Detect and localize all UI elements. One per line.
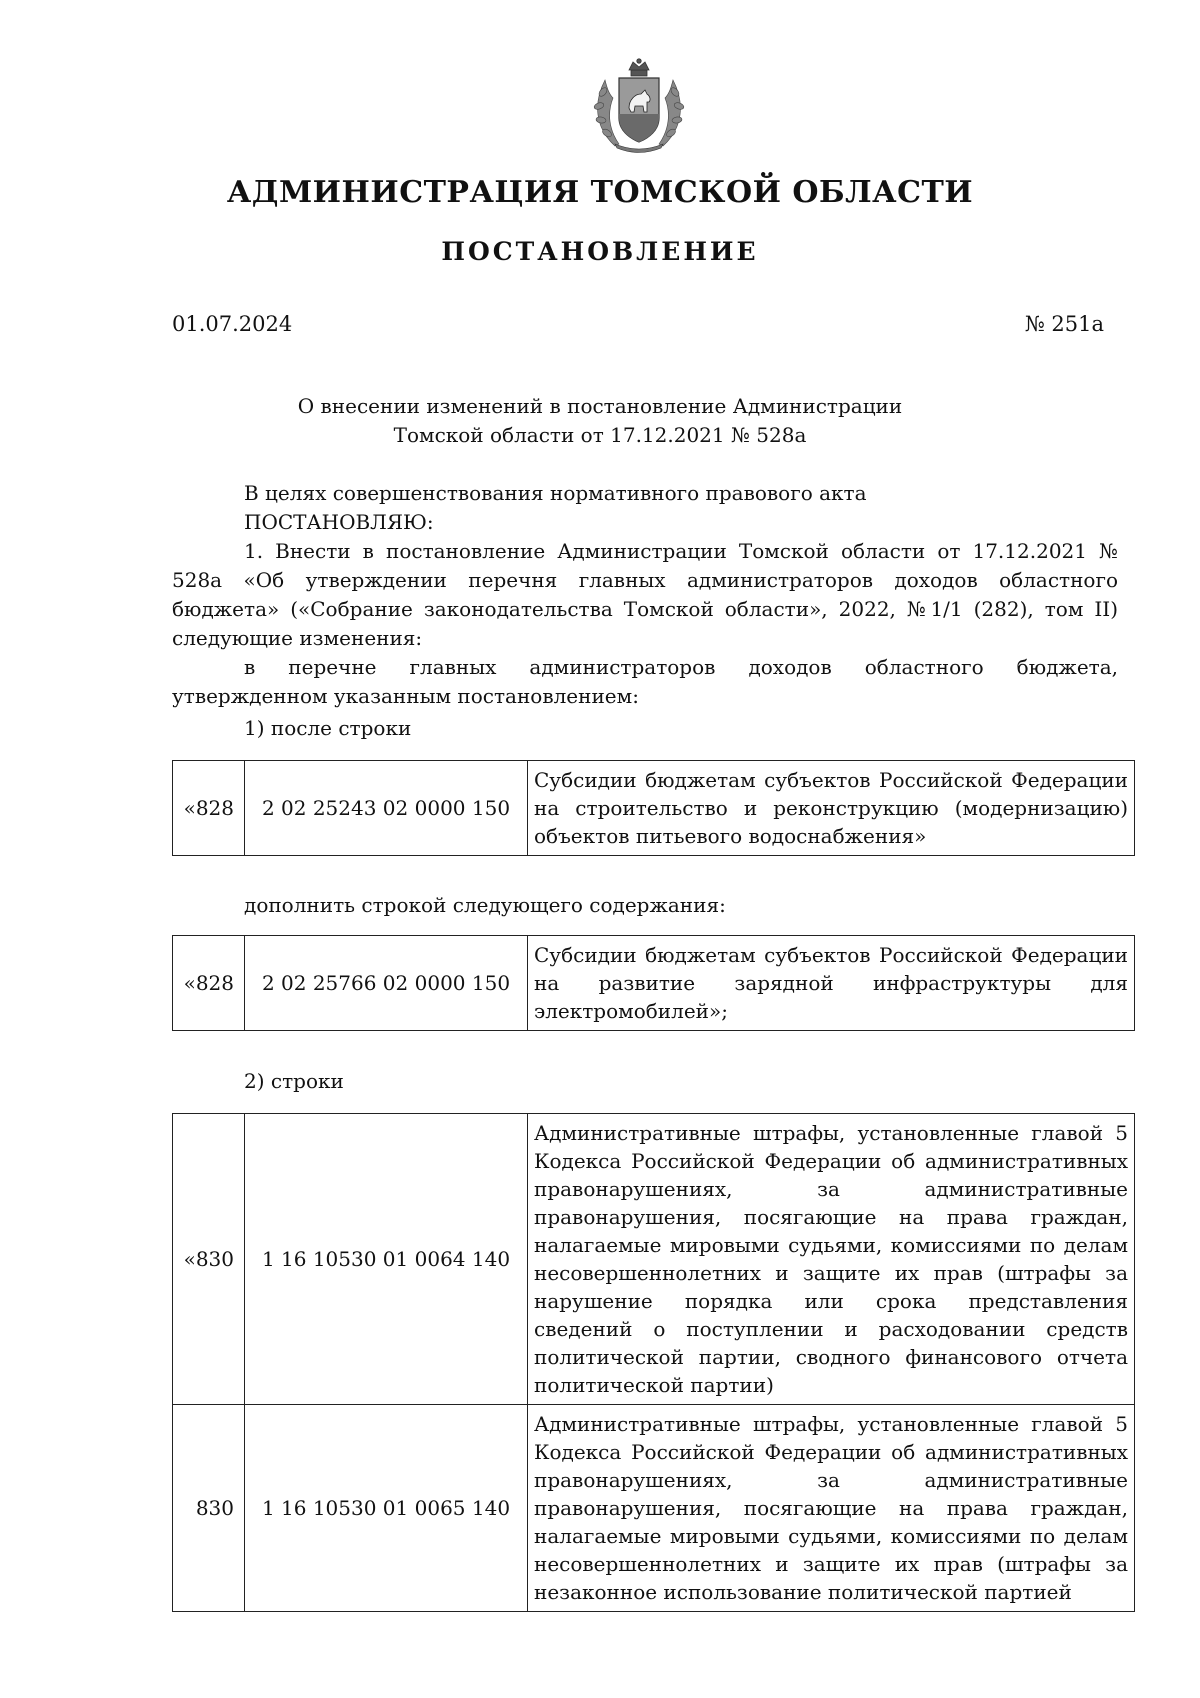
document-subject — [0, 392, 1200, 450]
purpose-paragraph: В целях совершенствования нормативного правового акта — [244, 481, 867, 505]
coat-of-arms-icon — [585, 58, 693, 154]
document-date: 01.07.2024 — [172, 312, 293, 336]
revenue-name-cell: Административные штрафы, установленные главой 5 Кодекса Российской Федерации об административных правонарушениях, за административные правонарушения, посягающие на права граждан, налагаемые мировыми судьями, комиссиями по делам несовершеннолетних и защите их прав (штрафы за нарушение порядка или срока представления сведений о поступлении и расходовании средств политической партии, сводного финансового отчета политической партии) — [528, 1114, 1135, 1405]
revenue-name-cell: Субсидии бюджетам субъектов Российской Федерации на развитие зарядной инфраструктуры для электромобилей»; — [528, 936, 1135, 1031]
decree-word: ПОСТАНОВЛЯЮ: — [244, 510, 434, 534]
admin-code-cell: «830 — [173, 1114, 245, 1405]
revenue-code-cell: 2 02 25243 02 0000 150 — [245, 761, 528, 856]
subject-line-2: Томской области от 17.12.2021 № 528а — [393, 423, 807, 447]
table-row — [173, 761, 1135, 856]
admin-code-cell: «828 — [173, 761, 245, 856]
subitem-2-label: 2) строки — [244, 1069, 344, 1093]
item-1-paragraph: 1. Внести в постановление Администрации Томской области от 17.12.2021 № 528а «Об утверждении перечня главных администраторов доходов областного бюджета» («Собрание законодательства Томской области», 2022, №1/1 (282), том II) следующие изменения: — [172, 539, 1118, 650]
organization-title: АДМИНИСТРАЦИЯ ТОМСКОЙ ОБЛАСТИ — [226, 175, 974, 210]
subject-line-1: О внесении изменений в постановление Администрации — [297, 394, 903, 418]
admin-code-cell: 830 — [173, 1405, 245, 1612]
table-row — [173, 1405, 1135, 1612]
revenue-code-cell: 2 02 25766 02 0000 150 — [245, 936, 528, 1031]
table-old-row-828 — [172, 760, 1135, 856]
table-rows-830 — [172, 1113, 1135, 1612]
supplement-paragraph: дополнить строкой следующего содержания: — [244, 893, 726, 917]
revenue-code-cell: 1 16 10530 01 0064 140 — [245, 1114, 528, 1405]
subitem-1-label: 1) после строки — [244, 716, 412, 740]
table-new-row-828 — [172, 935, 1135, 1031]
table-row — [173, 936, 1135, 1031]
revenue-code-cell: 1 16 10530 01 0065 140 — [245, 1405, 528, 1612]
document-type: ПОСТАНОВЛЕНИЕ — [441, 237, 759, 266]
revenue-name-cell: Административные штрафы, установленные главой 5 Кодекса Российской Федерации об административных правонарушениях, за административные правонарушения, посягающие на права граждан, налагаемые мировыми судьями, комиссиями по делам несовершеннолетних и защите их прав (штрафы за незаконное использование политической партией — [528, 1405, 1135, 1612]
revenue-name-cell: Субсидии бюджетам субъектов Российской Федерации на строительство и реконструкцию (модернизацию) объектов питьевого водоснабжения» — [528, 761, 1135, 856]
table-row — [173, 1114, 1135, 1405]
list-intro-paragraph: в перечне главных администраторов доходов областного бюджета, утвержденном указанным постановлением: — [172, 655, 1118, 708]
document-number: № 251а — [1024, 312, 1104, 336]
admin-code-cell: «828 — [173, 936, 245, 1031]
